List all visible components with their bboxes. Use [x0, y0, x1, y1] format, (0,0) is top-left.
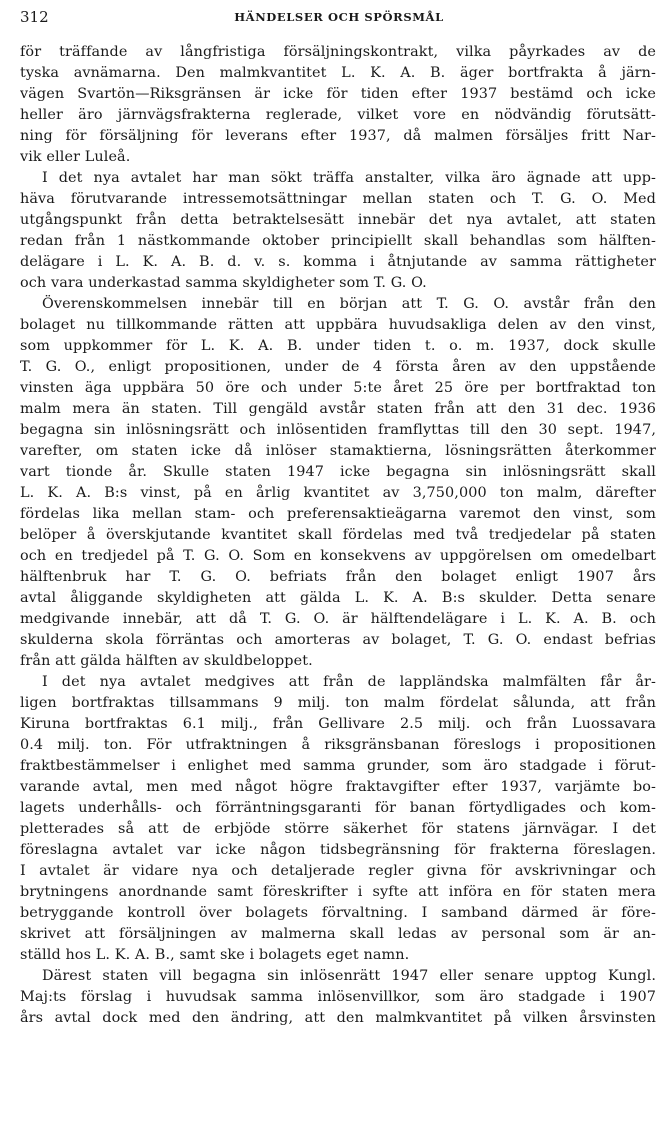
text-line: och vara underkastad samma skyldigheter som T. G. O.: [20, 275, 427, 291]
text-line: heller äro järnvägsfrakterna reglerade, vilket vore en nödvändig förutsätt-: [20, 107, 656, 123]
text-line: och en tredjedel på T. G. O. Som en konsekvens av uppgörelsen om omedelbart: [20, 548, 656, 564]
text-line: från att gälda hälften av skuldbeloppet.: [20, 653, 313, 669]
text-line: Maj:ts förslag i huvudsak samma inlösenvillkor, som äro stadgade i 1907: [20, 989, 656, 1005]
text-line: redan från 1 nästkommande oktober principiellt skall behandlas som hälften-: [20, 233, 656, 249]
text-line: Överenskommelsen innebär till en början att T. G. O. avstår från den: [42, 296, 656, 312]
text-line: års avtal dock med den ändring, att den malmkvantitet på vilken årsvinsten: [20, 1010, 656, 1026]
text-line: hälftenbruk har T. G. O. befriats från den bolaget enligt 1907 års: [20, 569, 656, 585]
text-line: Kiruna bortfraktas 6.1 milj., från Gellivare 2.5 milj. och från Luossavara: [20, 716, 656, 732]
text-line: medgivande innebär, att då T. G. O. är hälftendelägare i L. K. A. B. och: [20, 611, 656, 627]
text-line: ligen bortfraktas tillsammans 9 milj. ton malm fördelat sålunda, att från: [20, 695, 656, 711]
text-line: tyska avnämarna. Den malmkvantitet L. K. A. B. äger bortfrakta å järn-: [20, 65, 656, 81]
text-line: pletterades så att de erbjöde större säkerhet för statens järnvägar. I det: [20, 821, 656, 837]
text-line: som uppkommer för L. K. A. B. under tiden t. o. m. 1937, dock skulle: [20, 338, 656, 354]
text-line: betryggande kontroll över bolagets förvaltning. I samband därmed är före-: [20, 905, 656, 921]
text-line: delägare i L. K. A. B. d. v. s. komma i åtnjutande av samma rättigheter: [20, 254, 656, 270]
text-line: fraktbestämmelser i enlighet med samma grunder, som äro stadgade i förut-: [20, 758, 656, 774]
text-line: avtal åliggande skyldigheten att gälda L. K. A. B:s skulder. Detta senare: [20, 590, 656, 606]
text-line: belöper å överskjutande kvantitet skall fördelas med två tredjedelar på staten: [20, 527, 656, 543]
text-line: vart tionde år. Skulle staten 1947 icke begagna sin inlösningsrätt skall: [20, 464, 656, 480]
text-line: I det nya avtalet medgives att från de lappländska malmfälten får år-: [42, 674, 656, 690]
text-line: begagna sin inlösningsrätt och inlösentiden framflyttas till den 30 sept. 1947,: [20, 422, 656, 438]
text-line: vinsten äga uppbära 50 öre och under 5:te året 25 öre per bortfraktad ton: [20, 380, 656, 396]
running-head: HÄNDELSER OCH SPÖRSMÅL: [234, 10, 444, 24]
text-line: 0.4 milj. ton. För utfraktningen å riksgränsbanan föreslogs i propositionen: [20, 737, 656, 753]
text-line: varefter, om staten icke då inlöser stamaktierna, lösningsrätten återkommer: [20, 443, 656, 459]
text-line: brytningens anordnande samt föreskrifter i syfte att införa en för staten mera: [20, 884, 656, 900]
text-line: ning för försäljning för leverans efter 1937, då malmen försäljes fritt Nar-: [20, 128, 656, 144]
text-line: häva förutvarande intressemotsättningar mellan staten och T. G. O. Med: [20, 191, 656, 207]
text-line: I det nya avtalet har man sökt träffa anstalter, vilka äro ägnade att upp-: [42, 170, 656, 186]
text-line: lagets underhålls- och förräntningsgaranti för banan förtydligades och kom-: [20, 800, 656, 816]
text-line: Därest staten vill begagna sin inlösenrätt 1947 eller senare upptog Kungl.: [42, 968, 656, 984]
text-line: fördelas lika mellan stam- och preferensaktieägarna varemot den vinst, som: [20, 506, 656, 522]
page-number: 312: [20, 8, 49, 26]
text-line: skulderna skola förräntas och amorteras av bolaget, T. G. O. endast befrias: [20, 632, 656, 648]
text-line: för träffande av långfristiga försäljningskontrakt, vilka påyrkades av de: [20, 44, 656, 60]
page-header: [20, 8, 658, 32]
text-line: föreslagna avtalet var icke någon tidsbegränsning för frakterna föreslagen.: [20, 842, 656, 858]
text-line: vägen Svartön—Riksgränsen är icke för tiden efter 1937 bestämd och icke: [20, 86, 656, 102]
text-line: skrivet att försäljningen av malmerna skall ledas av personal som är an-: [20, 926, 656, 942]
text-line: I avtalet är vidare nya och detaljerade regler givna för avskrivningar och: [20, 863, 656, 879]
text-line: utgångspunkt från detta betraktelsesätt innebär det nya avtalet, att staten: [20, 212, 656, 228]
body-text: [20, 42, 656, 1029]
text-line: vik eller Luleå.: [20, 149, 131, 165]
text-line: ställd hos L. K. A. B., samt ske i bolagets eget namn.: [20, 947, 410, 963]
text-line: bolaget nu tillkommande rätten att uppbära huvudsakliga delen av den vinst,: [20, 317, 656, 333]
text-line: malm mera än staten. Till gengäld avstår staten från att den 31 dec. 1936: [20, 401, 656, 417]
text-line: T. G. O., enligt propositionen, under de 4 första åren av den uppstående: [20, 359, 656, 375]
text-line: L. K. A. B:s vinst, på en årlig kvantitet av 3,750,000 ton malm, därefter: [20, 485, 656, 501]
text-line: varande avtal, men med något högre fraktavgifter efter 1937, varjämte bo-: [20, 779, 656, 795]
